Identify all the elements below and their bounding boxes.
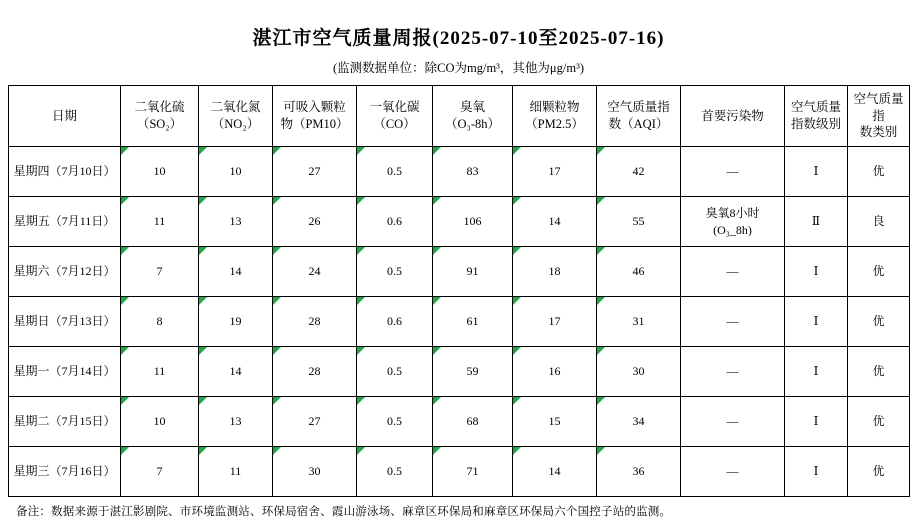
cell-co: 0.6: [357, 197, 433, 247]
cell-co: 0.6: [357, 297, 433, 347]
cell-pm10: 27: [273, 147, 357, 197]
cell-pm25: 17: [513, 297, 597, 347]
cell-aqi: 31: [597, 297, 681, 347]
cell-level: Ⅰ: [785, 347, 848, 397]
cell-o3: 106: [433, 197, 513, 247]
column-header-no2: 二氧化氮 （NO₂）: [199, 86, 273, 147]
cell-pm25: 15: [513, 397, 597, 447]
cell-pm25: 17: [513, 147, 597, 197]
cell-o3: 61: [433, 297, 513, 347]
column-header-aqi: 空气质量指 数（AQI）: [597, 86, 681, 147]
cell-date: 星期二（7月15日）: [9, 397, 121, 447]
cell-no2: 13: [199, 397, 273, 447]
cell-category: 优: [848, 297, 910, 347]
cell-pm10: 26: [273, 197, 357, 247]
units-subtitle: (监测数据单位：除CO为mg/m³，其他为μg/m³): [332, 61, 584, 75]
column-header-date: 日期: [9, 86, 121, 147]
column-header-so2: 二氧化硫 （SO₂）: [121, 86, 199, 147]
cell-aqi: 42: [597, 147, 681, 197]
cell-aqi: 36: [597, 447, 681, 497]
cell-category: 优: [848, 247, 910, 297]
table-row: [9, 347, 910, 397]
table-body: [9, 147, 910, 497]
cell-o3: 59: [433, 347, 513, 397]
cell-no2: 10: [199, 147, 273, 197]
cell-date: 星期日（7月13日）: [9, 297, 121, 347]
cell-level: Ⅰ: [785, 297, 848, 347]
cell-o3: 68: [433, 397, 513, 447]
cell-category: 良: [848, 197, 910, 247]
cell-pm10: 28: [273, 347, 357, 397]
column-header-category: 空气质量指 数类别: [848, 86, 910, 147]
column-header-co: 一氧化碳 （CO）: [357, 86, 433, 147]
cell-no2: 19: [199, 297, 273, 347]
cell-primary-pollutant: —: [681, 347, 785, 397]
cell-aqi: 55: [597, 197, 681, 247]
table-header: [9, 86, 910, 147]
cell-pm25: 14: [513, 447, 597, 497]
cell-so2: 7: [121, 447, 199, 497]
cell-pm10: 28: [273, 297, 357, 347]
table-row: [9, 247, 910, 297]
cell-co: 0.5: [357, 347, 433, 397]
cell-level: Ⅰ: [785, 147, 848, 197]
cell-level: Ⅰ: [785, 447, 848, 497]
cell-so2: 10: [121, 397, 199, 447]
cell-primary-pollutant: —: [681, 247, 785, 297]
cell-date: 星期四（7月10日）: [9, 147, 121, 197]
cell-primary-pollutant: 臭氧8小时 (O₃_8h): [681, 197, 785, 247]
cell-no2: 14: [199, 247, 273, 297]
cell-primary-pollutant: —: [681, 297, 785, 347]
column-header-primary-pollutant: 首要污染物: [681, 86, 785, 147]
cell-date: 星期三（7月16日）: [9, 447, 121, 497]
air-quality-table: [8, 85, 910, 497]
cell-o3: 91: [433, 247, 513, 297]
table-row: [9, 147, 910, 197]
cell-so2: 8: [121, 297, 199, 347]
cell-no2: 14: [199, 347, 273, 397]
cell-co: 0.5: [357, 447, 433, 497]
cell-aqi: 30: [597, 347, 681, 397]
cell-co: 0.5: [357, 397, 433, 447]
cell-level: Ⅰ: [785, 247, 848, 297]
table-row: [9, 447, 910, 497]
cell-category: 优: [848, 347, 910, 397]
cell-level: Ⅱ: [785, 197, 848, 247]
cell-pm25: 14: [513, 197, 597, 247]
cell-primary-pollutant: —: [681, 147, 785, 197]
table-row: [9, 197, 910, 247]
cell-pm10: 24: [273, 247, 357, 297]
cell-level: Ⅰ: [785, 397, 848, 447]
cell-pm25: 16: [513, 347, 597, 397]
cell-so2: 11: [121, 347, 199, 397]
cell-primary-pollutant: —: [681, 447, 785, 497]
cell-so2: 11: [121, 197, 199, 247]
table-header-row: [9, 86, 910, 147]
cell-o3: 83: [433, 147, 513, 197]
column-header-pm10: 可吸入颗粒 物（PM10）: [273, 86, 357, 147]
cell-so2: 7: [121, 247, 199, 297]
cell-co: 0.5: [357, 147, 433, 197]
cell-date: 星期六（7月12日）: [9, 247, 121, 297]
cell-aqi: 46: [597, 247, 681, 297]
column-header-level: 空气质量 指数级别: [785, 86, 848, 147]
cell-date: 星期五（7月11日）: [9, 197, 121, 247]
cell-category: 优: [848, 447, 910, 497]
table-row: [9, 297, 910, 347]
cell-co: 0.5: [357, 247, 433, 297]
cell-aqi: 34: [597, 397, 681, 447]
column-header-pm25: 细颗粒物 （PM2.5）: [513, 86, 597, 147]
cell-category: 优: [848, 397, 910, 447]
cell-no2: 11: [199, 447, 273, 497]
footnote: 备注：数据来源于湛江影剧院、市环境监测站、环保局宿舍、霞山游泳场、麻章区环保局和麻章区环保局六个国控子站的监测。: [16, 506, 672, 518]
cell-no2: 13: [199, 197, 273, 247]
cell-date: 星期一（7月14日）: [9, 347, 121, 397]
cell-pm10: 30: [273, 447, 357, 497]
cell-o3: 71: [433, 447, 513, 497]
column-header-o3: 臭氧 （O₃-8h）: [433, 86, 513, 147]
page-title: 湛江市空气质量周报(2025-07-10至2025-07-16): [252, 28, 665, 49]
cell-primary-pollutant: —: [681, 397, 785, 447]
cell-pm10: 27: [273, 397, 357, 447]
cell-pm25: 18: [513, 247, 597, 297]
cell-so2: 10: [121, 147, 199, 197]
table-row: [9, 397, 910, 447]
cell-category: 优: [848, 147, 910, 197]
